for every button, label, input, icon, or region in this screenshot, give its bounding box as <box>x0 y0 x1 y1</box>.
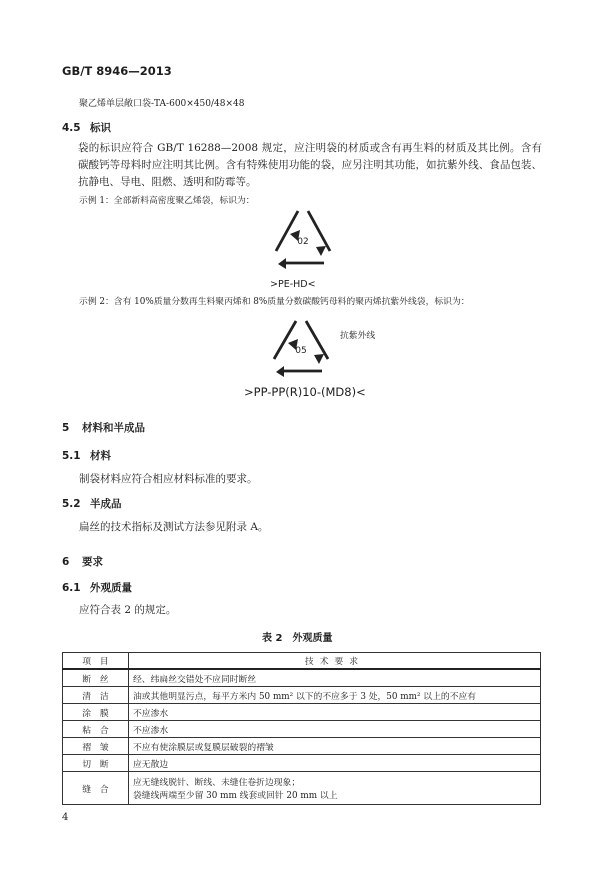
row-item: 清 洁 <box>63 687 129 704</box>
section-5-2-paragraph: 扁丝的技术指标及测试方法参见附录 A。 <box>79 521 269 533</box>
section-number: 6 <box>62 556 70 568</box>
row-requirement: 应无散边 <box>129 755 541 772</box>
requirement-line: 袋缝线两端至少留 30 mm 线套或回针 20 mm 以上 <box>133 791 338 801</box>
section-number: 4.5 <box>62 122 81 134</box>
table-row <box>63 721 541 738</box>
section-number: 6.1 <box>62 582 81 594</box>
table-title: 表 2 外观质量 <box>262 633 333 644</box>
table-row <box>63 687 541 704</box>
section-6-heading <box>62 554 103 569</box>
standard-code: GB/T 8946—2013 <box>62 64 172 78</box>
table-row <box>63 669 541 687</box>
row-requirement <box>129 772 541 805</box>
row-requirement: 经、纬扁丝交错处不应同时断丝 <box>129 669 541 687</box>
section-6-1-heading <box>62 580 132 595</box>
uv-resistant-label: 抗紫外线 <box>340 331 376 341</box>
section-5-1-paragraph: 制袋材料应符合相应材料标准的要求。 <box>79 473 258 485</box>
section-4-5-heading <box>62 120 111 135</box>
row-requirement: 不应渗水 <box>129 721 541 738</box>
row-item: 褶 皱 <box>63 738 129 755</box>
section-title: 要求 <box>82 556 103 568</box>
appearance-quality-table <box>62 652 541 805</box>
section-title: 外观质量 <box>90 582 132 594</box>
recycling-number-1: 02 <box>297 237 309 247</box>
top-example-text: 聚乙烯单层敞口袋-TA-600×450/48×48 <box>79 99 245 109</box>
section-number: 5 <box>62 422 70 434</box>
row-requirement: 不应有使涂膜层或复膜层破裂的褶皱 <box>129 738 541 755</box>
table-row <box>63 738 541 755</box>
section-number: 5.1 <box>62 450 81 462</box>
table-header-row <box>63 653 541 670</box>
recycling-symbol-icon <box>268 203 338 273</box>
section-5-heading <box>62 420 145 435</box>
row-item: 缝 合 <box>63 772 129 805</box>
row-item: 断 丝 <box>63 669 129 687</box>
section-title: 材料 <box>90 450 111 462</box>
example-1-text: 示例 1：全部新料高密度聚乙烯袋，标识为： <box>79 196 255 206</box>
section-title: 半成品 <box>90 498 122 510</box>
row-item: 粘 合 <box>63 721 129 738</box>
column-header-requirement: 技术要求 <box>129 653 541 670</box>
section-number: 5.2 <box>62 498 81 510</box>
material-code-2: >PP-PP(R)10-(MD8)< <box>244 385 366 399</box>
row-item: 涂 膜 <box>63 704 129 721</box>
material-code-1: >PE-HD< <box>270 279 316 290</box>
row-requirement: 油或其他明显污点，每平方米内 50 mm² 以下的不应多于 3 处，50 mm² 以上的不应有 <box>129 687 541 704</box>
table-row <box>63 772 541 805</box>
section-title: 材料和半成品 <box>82 422 145 434</box>
section-5-1-heading <box>62 448 111 463</box>
section-4-5-paragraph: 袋的标识应符合 GB/T 16288—2008 规定，应注明袋的材质或含有再生料的材质及其比例。含有碳酸钙等母料时应注明其比例。含有特殊使用功能的袋，应另注明其功能，如抗紫外线、食品包装、抗静电、导电、阻燃、透明和防霉等。 <box>78 142 542 188</box>
table-row <box>63 755 541 772</box>
row-item: 切 断 <box>63 755 129 772</box>
recycling-symbol-icon <box>266 313 336 381</box>
section-title: 标识 <box>90 122 111 134</box>
column-header-item: 项 目 <box>63 653 129 670</box>
row-requirement: 不应渗水 <box>129 704 541 721</box>
section-5-2-heading <box>62 496 122 511</box>
page-number: 4 <box>62 812 69 823</box>
table-row <box>63 704 541 721</box>
example-2-text: 示例 2：含有 10%质量分数再生料聚丙烯和 8%质量分数碳酸钙母料的聚丙烯抗紫外线袋，标识为： <box>79 297 470 307</box>
recycling-number-2: 05 <box>295 346 307 356</box>
section-6-1-paragraph: 应符合表 2 的规定。 <box>79 604 177 616</box>
requirement-line: 应无缝线脱针、断线、未缝住卷折边现象； <box>133 778 301 788</box>
